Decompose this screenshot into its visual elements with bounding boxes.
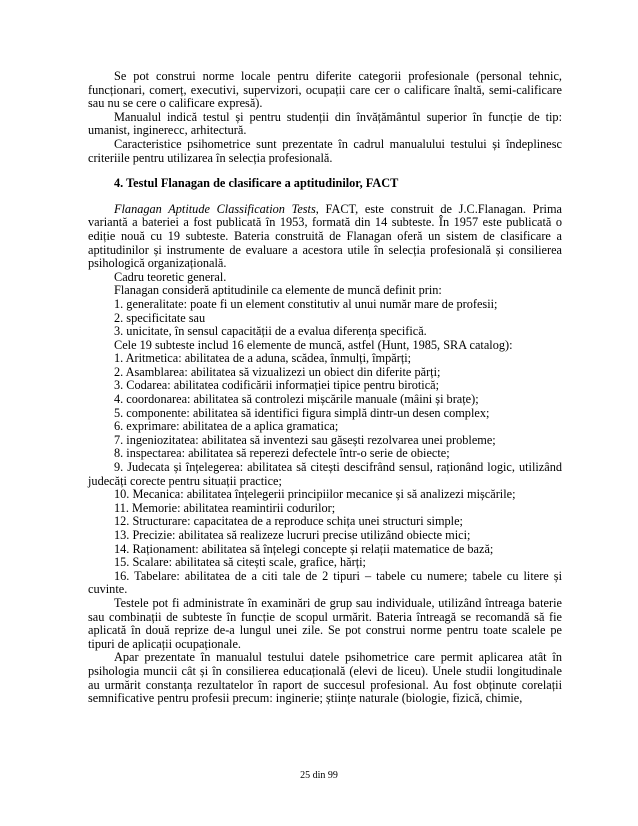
section-heading: 4. Testul Flanagan de clasificare a aptitudinilor, FACT (114, 176, 399, 191)
criteria-item: 2. specificitate sau (114, 310, 206, 325)
subtest-item: 6. exprimare: abilitatea de a aplica gramatica; (114, 419, 339, 434)
paragraph-psychometric-data: Apar prezentate în manualul testului datele psihometrice care permit aplicarea atât în psihologia muncii cât și în consilierea educațională (elevi de liceu). Unele studii longitudinale au urmărit constanța rezultatelor în raport de succesul profesional. Au fost obținute corelații semnificative pentru profesii precum: inginerie; științe naturale (biologie, fizică, chimie, (88, 650, 562, 706)
framework-text: Flanagan consideră aptitudinile ca elemente de muncă definit prin: (114, 283, 442, 298)
criteria-item: 1. generalitate: poate fi un element constitutiv al unui număr mare de profesii; (114, 296, 498, 311)
subtest-item: 10. Mecanica: abilitatea înțelegerii principiilor mecanice și să analizezi mișcările; (114, 487, 516, 502)
subtest-item: 16. Tabelare: abilitatea de a citi tale de 2 tipuri – tabele cu numere; tabele cu litere și cuvinte. (88, 568, 562, 597)
paragraph-intro (88, 203, 562, 271)
document-page (88, 70, 562, 706)
subtest-item: 4. coordonarea: abilitatea să controlezi mișcările manuale (mâini și brațe); (114, 392, 479, 407)
subtest-item: 5. componente: abilitatea să identifici figura simplă dintr-un desen complex; (114, 405, 490, 420)
subtest-item: 2. Asamblarea: abilitatea să vizualizezi un obiect din diferite părți; (114, 364, 441, 379)
framework-title: Cadru teoretic general. (114, 269, 227, 284)
page-number: 25 din 99 (300, 770, 338, 781)
test-name-italic: Flanagan Aptitude Classification Tests (114, 201, 316, 216)
subtest-item: 9. Judecata și înțelegerea: abilitatea să citești descifrând sensul, raționând logic, utilizând judecăți corecte pentru situații practice; (88, 460, 562, 488)
subtest-item: 3. Codarea: abilitatea codificării informației tipice pentru birotică; (114, 378, 440, 393)
subtests-intro: Cele 19 subteste includ 16 elemente de muncă, astfel (Hunt, 1985, SRA catalog): (114, 337, 513, 352)
subtest-item: 13. Precizie: abilitatea să realizeze lucruri precise utilizând obiecte mici; (114, 528, 471, 542)
subtest-item: 7. ingeniozitatea: abilitatea să inventezi sau găsești rezolvarea unei probleme; (114, 432, 496, 447)
subtest-item: 1. Aritmetica: abilitatea de a aduna, scădea, înmulți, împărți; (114, 351, 412, 366)
paragraph-psychometric: Caracteristice psihometrice sunt prezentate în cadrul manualului testului și îndeplinesc criteriile pentru utilizarea în selecția profesională. (88, 136, 562, 165)
intro-text: , FACT, este construit de J.C.Flanagan. Prima variantă a bateriei a fost publicată în 1953, formată din 14 subteste. În 1957 este publicată o ediție nouă cu 19 subteste. Bateria construită de Flanagan oferă un sistem de clasificare a aptitudinilor și instrumente de evaluare a acestora utile în selecția profesională și consilierea psihologică organizațională. (88, 201, 562, 271)
subtest-item: 14. Raționament: abilitatea să înțelegi concepte și relații matematice de bază; (114, 541, 494, 556)
subtest-item: 12. Structurare: capacitatea de a reproduce schița unei structuri simple; (114, 514, 463, 529)
subtest-item: 11. Memorie: abilitatea reamintirii codurilor; (114, 500, 336, 515)
paragraph-students: Manualul indică testul și pentru studenții din învățământul superior în funcție de tip: umanist, inginerесс, arhitectură. (88, 109, 562, 138)
paragraph-local-norms: Se pot construi norme locale pentru diferite categorii profesionale (personal tehnic, funcționari, comerț, executivi, supervizori, ocupații care cer o calificare înaltă, semi-calificare sau nu se cere o calificare expresă). (88, 69, 562, 111)
subtest-item: 8. inspectarea: abilitatea să reperezi defectele într-o serie de obiecte; (114, 446, 450, 461)
criteria-item: 3. unicitate, în sensul capacității de a evalua diferența specifică. (114, 324, 427, 339)
subtest-item: 15. Scalare: abilitatea să citești scale, grafice, hărți; (114, 555, 366, 570)
paragraph-administration: Testele pot fi administrate în examinări de grup sau individuale, utilizând întreaga baterie sau combinații de subteste în funcție de scopul urmărit. Bateria întreagă se recomandă să fie aplicată în două reprize de-a lungul unei zile. Se pot construi norme pentru toate scalele pe tipuri de aplicații ocupaționale. (88, 595, 562, 651)
